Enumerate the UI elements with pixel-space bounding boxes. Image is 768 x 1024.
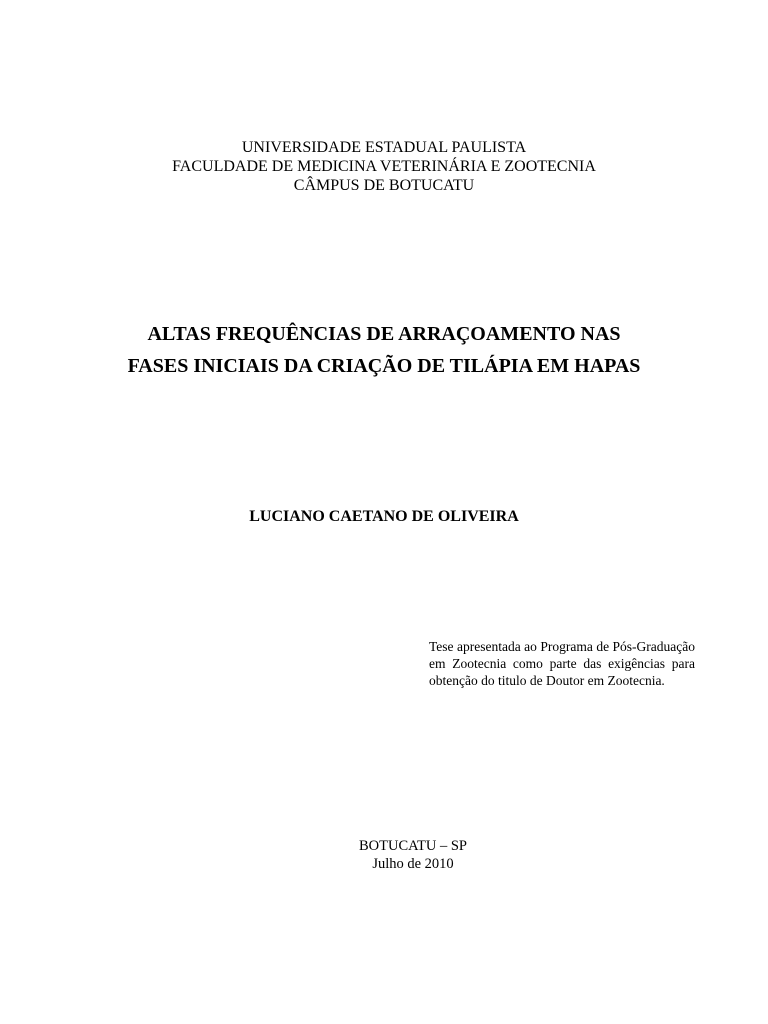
author-name: LUCIANO CAETANO DE OLIVEIRA: [249, 508, 519, 525]
thesis-title-line-1: ALTAS FREQUÊNCIAS DE ARRAÇOAMENTO NAS: [147, 323, 621, 345]
university-name: UNIVERSIDADE ESTADUAL PAULISTA: [241, 139, 527, 156]
footer: [0, 837, 768, 873]
thesis-title: [0, 318, 768, 382]
location: BOTUCATU – SP: [359, 838, 467, 854]
institution-header: [0, 138, 768, 195]
date: Julho de 2010: [372, 856, 454, 872]
campus-name: CÂMPUS DE BOTUCATU: [293, 177, 475, 194]
thesis-title-line-2: FASES INICIAIS DA CRIAÇÃO DE TILÁPIA EM HAPAS: [127, 355, 641, 377]
faculty-name: FACULDADE DE MEDICINA VETERINÁRIA E ZOOTECNIA: [172, 158, 596, 175]
thesis-note: Tese apresentada ao Programa de Pós-Graduação em Zootecnia como parte das exigências para obtenção do titulo de Doutor em Zootecnia.: [429, 639, 695, 688]
